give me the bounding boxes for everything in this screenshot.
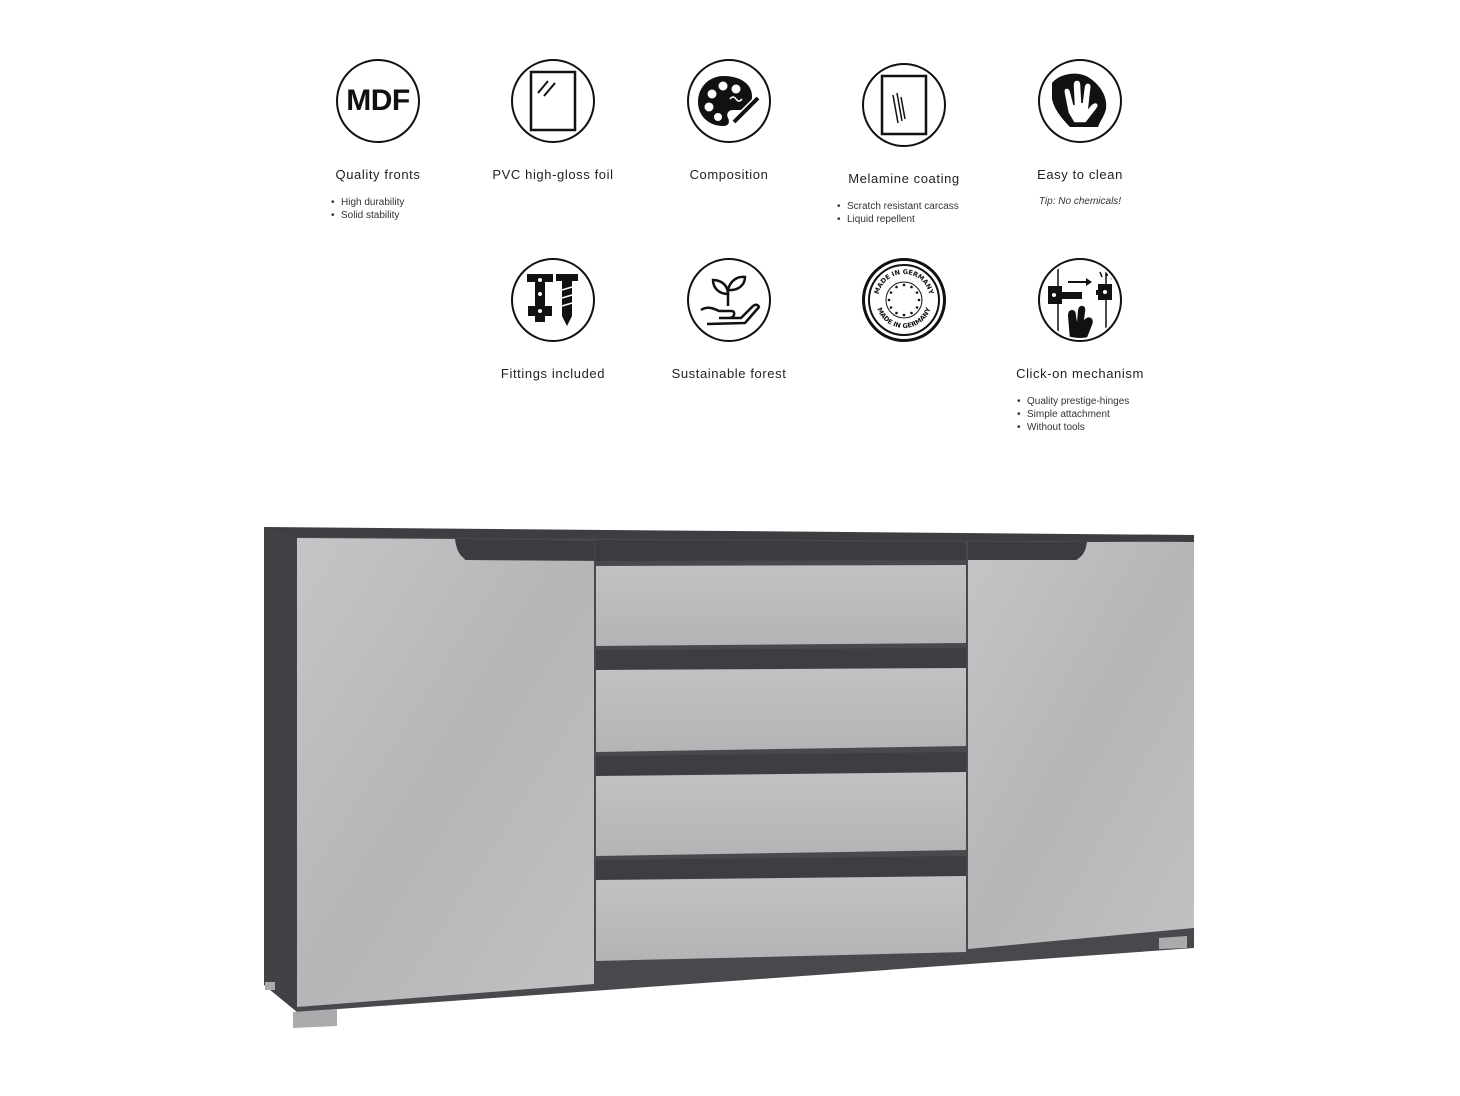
palette-icon: [687, 59, 771, 143]
feature-title: Quality fronts: [335, 167, 421, 182]
feature-bullets: [1017, 395, 1175, 434]
bullet-item: • High durability: [331, 196, 473, 209]
bullet-item: • Liquid repellent: [837, 213, 999, 226]
feature-title: Composition: [689, 167, 769, 182]
feature-bullets: [837, 200, 999, 226]
feature-title: Click-on mechanism: [1016, 366, 1144, 381]
feature-composition: [634, 59, 824, 182]
right-handle-groove: [968, 542, 1087, 560]
scratched-panel-icon: [862, 63, 946, 147]
feature-bullets: [331, 196, 473, 222]
left-handle-groove: [455, 539, 594, 560]
bullet-item: • Scratch resistant carcass: [837, 200, 999, 213]
bullet-item: • Simple attachment: [1017, 408, 1175, 421]
seal-text: MADE IN GERMANY: [875, 306, 933, 331]
feature-click-on-mechanism: [985, 258, 1175, 434]
feature-title: Sustainable forest: [671, 366, 787, 381]
click-hinge-icon: [1038, 258, 1122, 342]
feature-pvc-high-gloss: [458, 59, 648, 182]
feature-title: Fittings included: [500, 366, 606, 381]
feature-title: PVC high-gloss foil: [492, 167, 614, 182]
hinge-screw-icon: [511, 258, 595, 342]
sprout-hand-icon: [687, 258, 771, 342]
feature-easy-to-clean: [985, 59, 1175, 207]
made-in-germany-seal-icon: [862, 258, 946, 342]
seal-text: MADE IN GERMANY: [872, 267, 936, 296]
left-door: [297, 538, 594, 1007]
mdf-icon: MDF: [336, 59, 420, 143]
feature-title: Melamine coating: [848, 171, 960, 186]
feature-tip: Tip: No chemicals!: [1038, 196, 1122, 207]
bullet-item: • Without tools: [1017, 421, 1175, 434]
feature-sustainable-forest: [634, 258, 824, 381]
bullet-item: • Solid stability: [331, 209, 473, 222]
feature-title: Easy to clean: [1037, 167, 1123, 182]
bullet-item: • Quality prestige-hinges: [1017, 395, 1175, 408]
right-door: [968, 542, 1194, 949]
glossy-panel-icon: [511, 59, 595, 143]
feature-fittings-included: [458, 258, 648, 381]
feature-quality-fronts: [283, 59, 473, 222]
hand-wipe-icon: [1038, 59, 1122, 143]
feature-made-in-germany: [809, 258, 999, 342]
sideboard-image: [255, 520, 1205, 1040]
feature-melamine-coating: [809, 63, 999, 226]
